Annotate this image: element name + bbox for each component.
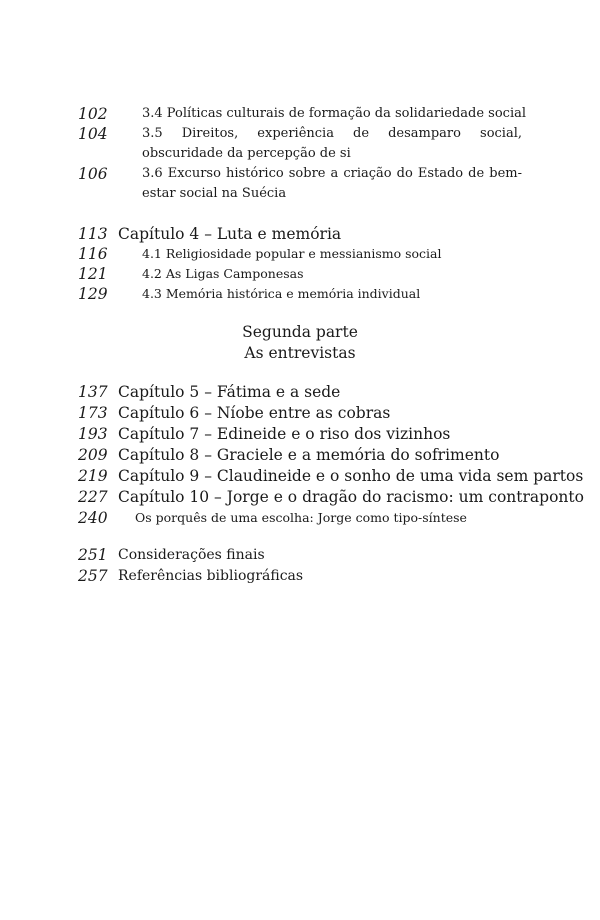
entry-title: Capítulo 4 – Luta e memória bbox=[118, 225, 342, 243]
entry-title: 4.3 Memória histórica e memória individual bbox=[142, 286, 421, 301]
entry-title: Capítulo 10 – Jorge e o dragão do racismo: um contraponto bbox=[118, 488, 584, 506]
page-number: 106 bbox=[78, 165, 108, 183]
page-number: 137 bbox=[78, 383, 108, 401]
page-number: 116 bbox=[78, 245, 108, 263]
entry-title: 4.2 As Ligas Camponesas bbox=[142, 266, 304, 281]
page-number: 219 bbox=[78, 467, 108, 485]
page-number: 251 bbox=[78, 546, 108, 564]
entry-title: Capítulo 9 – Claudineide e o sonho de uma vida sem partos bbox=[118, 467, 584, 485]
part-subheading: As entrevistas bbox=[244, 344, 356, 362]
entry-title: 3.5 Direitos, experiência de desamparo social, obscuridade da percepção de si bbox=[142, 126, 522, 161]
page-number: 257 bbox=[78, 567, 108, 585]
page-number: 227 bbox=[78, 488, 108, 506]
entry-title: 3.6 Excurso histórico sobre a criação do Estado de bem-estar social na Suécia bbox=[142, 166, 522, 201]
page-number: 104 bbox=[78, 125, 108, 143]
entry-title: 4.1 Religiosidade popular e messianismo social bbox=[142, 246, 442, 261]
page-number: 173 bbox=[78, 404, 108, 422]
page-number: 121 bbox=[78, 265, 108, 283]
entry-title: Capítulo 5 – Fátima e a sede bbox=[118, 383, 341, 401]
page-number: 129 bbox=[78, 285, 108, 303]
page-number: 209 bbox=[78, 446, 108, 464]
entry-title: Os porquês de uma escolha: Jorge como tipo-síntese bbox=[135, 510, 467, 525]
page-number: 113 bbox=[78, 225, 108, 243]
entry-title: Capítulo 6 – Níobe entre as cobras bbox=[118, 404, 391, 422]
entry-title: Referências bibliográficas bbox=[118, 568, 304, 584]
page-number: 102 bbox=[78, 105, 108, 123]
entry-title: 3.4 Políticas culturais de formação da solidariedade social bbox=[142, 106, 527, 121]
entry-title: Capítulo 7 – Edineide e o riso dos vizinhos bbox=[118, 425, 451, 443]
entry-title: Capítulo 8 – Graciele e a memória do sofrimento bbox=[118, 446, 500, 464]
page-number: 240 bbox=[78, 509, 108, 527]
part-heading: Segunda parte bbox=[242, 323, 358, 341]
entry-title: Considerações finais bbox=[118, 547, 265, 563]
page-number: 193 bbox=[78, 425, 108, 443]
